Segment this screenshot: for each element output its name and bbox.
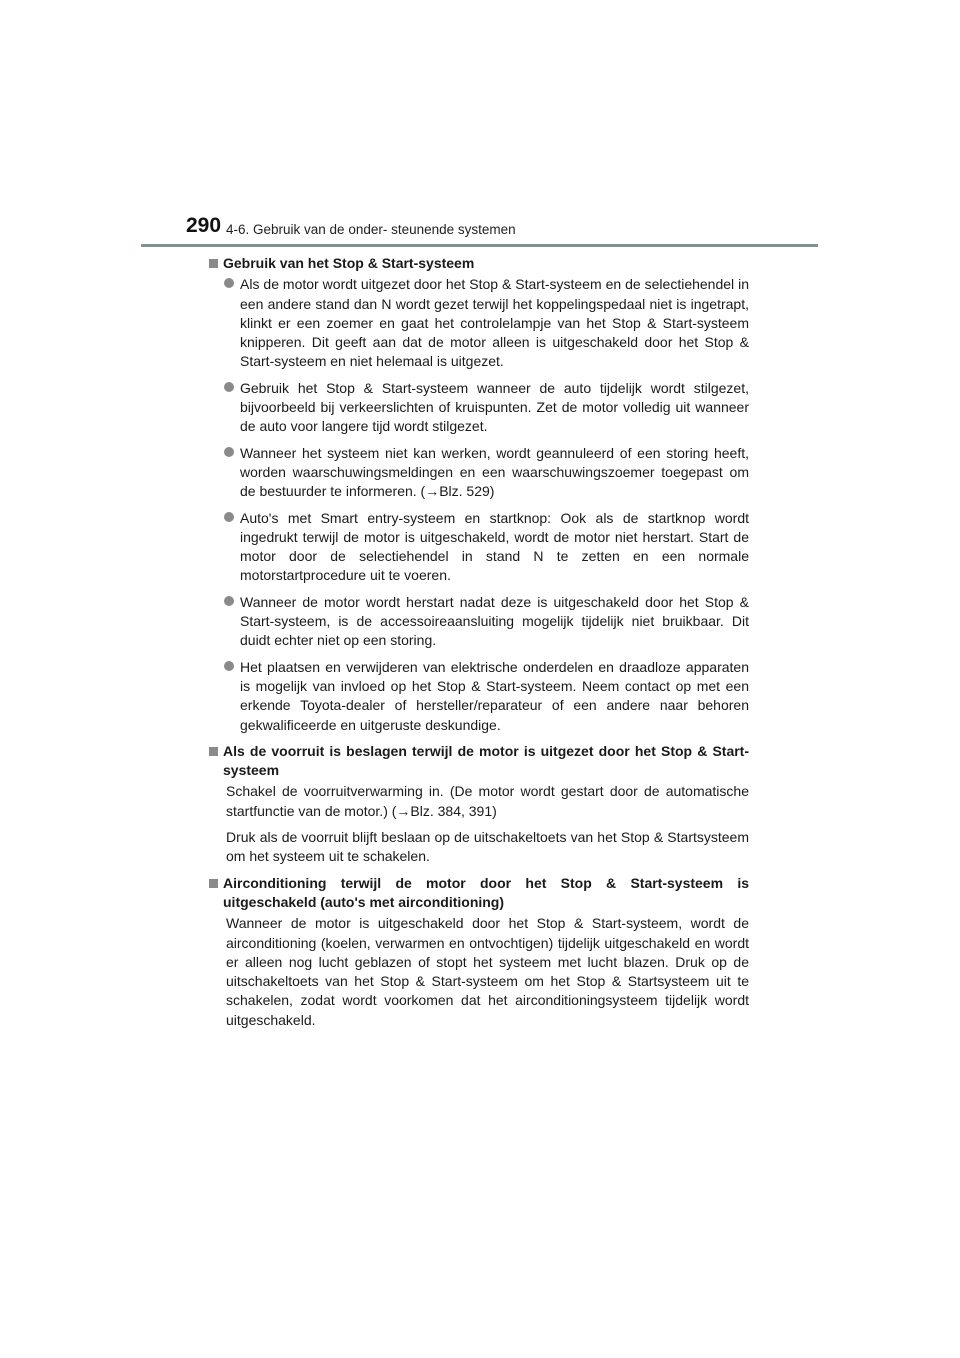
page-number: 290 xyxy=(186,214,222,237)
list-item xyxy=(209,379,749,437)
circle-bullet-icon xyxy=(209,379,240,437)
square-bullet-icon xyxy=(209,254,221,273)
section-heading-text: Airconditioning terwijl de motor door het Stop & Start-systeem is uitgeschakeld (auto's met airconditioning) xyxy=(223,874,749,910)
square-bullet-icon xyxy=(209,874,221,913)
section-title: 4-6. Gebruik van de onder- steunende systemen xyxy=(226,222,516,237)
list-item-text: Als de motor wordt uitgezet door het Stop & Start-systeem en de selectiehendel in een andere stand dan N wordt gezet terwijl het koppelingspedaal niet is ingetrapt, klinkt er een zoemer en gaat het controlelampje van het Stop & Start-systeem knipperen. Dit geeft aan dat de motor alleen is uitgeschakeld door het Stop & Start-systeem en niet helemaal is uitgezet. xyxy=(240,276,749,370)
section-heading-text: Als de voorruit is beslagen terwijl de motor is uitgezet door het Stop & Start-systeem xyxy=(223,742,749,779)
list-item xyxy=(209,509,749,586)
list-item xyxy=(209,275,749,371)
section-fogged-windshield xyxy=(209,742,749,867)
circle-bullet-icon xyxy=(209,509,240,586)
circle-bullet-icon xyxy=(209,275,240,371)
circle-bullet-icon xyxy=(209,658,240,735)
list-item-text: Het plaatsen en verwijderen van elektrische onderdelen en draadloze apparaten is mogelijk van invloed op het Stop & Start-systeem. Neem contact op met een erkende Toyota-dealer of hersteller/reparateur of een andere naar behoren gekwalificeerde en uitgeruste deskundige. xyxy=(240,658,749,733)
list-item xyxy=(209,593,749,651)
paragraph: Wanneer de motor is uitgeschakeld door het Stop & Start-systeem, wordt de airconditioning (koelen, verwarmen en ontvochtigen) tijdelijk uitgeschakeld en wordt er alleen nog lucht geblazen of stopt het systeem met lucht blazen. Druk op de uitschakeltoets van het Stop & Start-systeem om het Stop & Startsysteem uit te schakelen, zodat wordt voorkomen dat het airconditioningsysteem tijdelijk wordt uitgeschakeld. xyxy=(226,915,749,1028)
list-item-text: Wanneer het systeem niet kan werken, wordt geannuleerd of een storing heeft, worden waarschuwingsmeldingen en een waarschuwingszoemer toegepast om de bestuurder te informeren. (→Blz. 529) xyxy=(240,444,749,500)
section-heading xyxy=(209,742,749,781)
list-item xyxy=(209,444,749,502)
list-item-text: Auto's met Smart entry-systeem en startknop: Ook als de startknop wordt ingedrukt terwijl de motor is uitgeschakeld, wordt de motor niet herstart. Start de motor door de selectiehendel in stand N te zetten en een normale motorstartprocedure uit te voeren. xyxy=(240,509,749,584)
page-header xyxy=(0,0,960,250)
list-item-text: Gebruik het Stop & Start-systeem wanneer de auto tijdelijk wordt stilgezet, bijvoorbeeld bij verkeerslichten of kruispunten. Zet de motor volledig uit wanneer de auto voor langere tijd wordt stilgezet. xyxy=(240,379,749,435)
section-heading xyxy=(209,874,749,913)
paragraph: Schakel de voorruitverwarming in. (De motor wordt gestart door de automatische startfunctie van de motor.) (→Blz. 384, 391) xyxy=(226,783,749,819)
square-bullet-icon xyxy=(209,742,221,781)
list-item xyxy=(209,658,749,735)
paragraph: Druk als de voorruit blijft beslaan op de uitschakeltoets van het Stop & Startsysteem om het systeem uit te schakelen. xyxy=(226,829,749,865)
list-item-text: Wanneer de motor wordt herstart nadat deze is uitgeschakeld door het Stop & Start-systeem, is de accessoireaansluiting mogelijk tijdelijk niet bruikbaar. Dit duidt echter niet op een storing. xyxy=(240,593,749,649)
circle-bullet-icon xyxy=(209,444,240,502)
header-divider xyxy=(141,244,818,247)
section-air-conditioning xyxy=(209,874,749,1030)
page-content xyxy=(209,254,749,1037)
section-stop-start-usage xyxy=(209,254,749,735)
section-heading xyxy=(209,254,749,273)
section-heading-text: Gebruik van het Stop & Start-systeem xyxy=(223,255,475,271)
circle-bullet-icon xyxy=(209,593,240,651)
